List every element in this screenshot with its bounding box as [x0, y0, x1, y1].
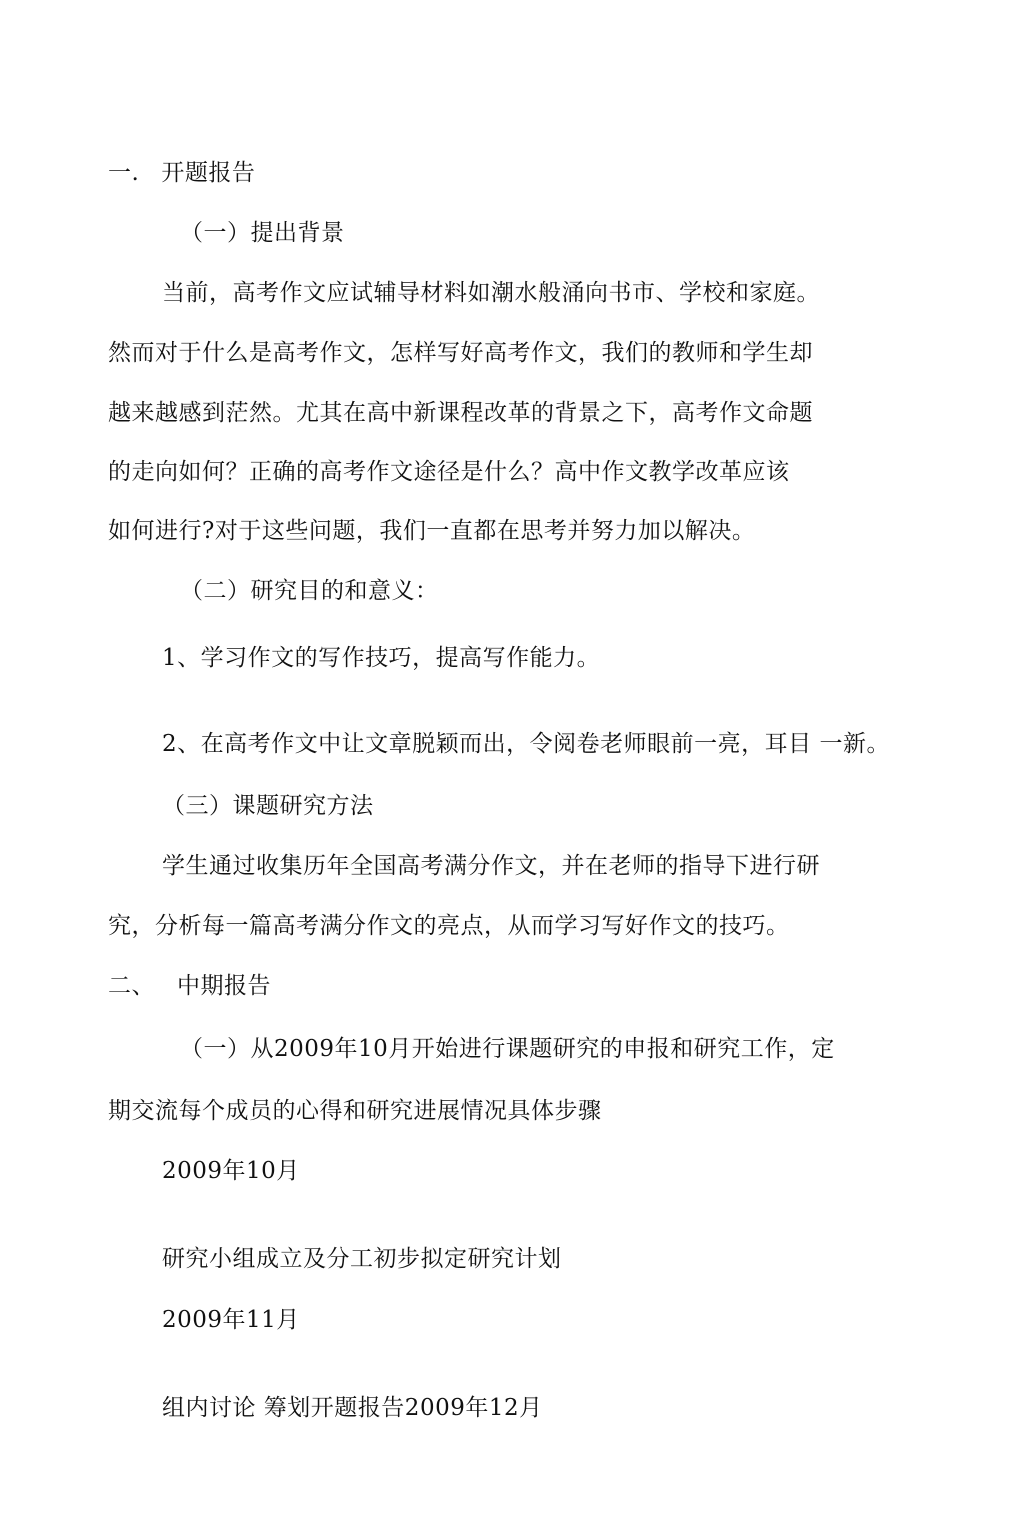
list-item-1: 1、学习作文的写作技巧，提高写作能力。 — [162, 645, 601, 671]
paragraph-line: 的走向如何？正确的高考作文途径是什么？高中作文教学改革应该 — [108, 459, 790, 485]
subheading-background: （一）提出背景 — [180, 220, 345, 246]
subheading-method: （三）课题研究方法 — [162, 793, 374, 819]
paragraph-line: 如何进行?对于这些问题，我们一直都在思考并努力加以解决。 — [108, 518, 756, 544]
section2-heading — [108, 971, 271, 1001]
paragraph-line: 当前，高考作文应试辅导材料如潮水般涌向书市、学校和家庭。 — [162, 280, 820, 306]
subheading-purpose: （二）研究目的和意义： — [180, 578, 439, 604]
section2-heading-text: 中期报告 — [177, 973, 271, 999]
paragraph-line: （一）从2009年10月开始进行课题研究的申报和研究工作，定 — [180, 1036, 835, 1062]
schedule-date: 2009年11月 — [162, 1307, 300, 1333]
section2-heading-number: 二、 — [108, 973, 155, 999]
schedule-task: 组内讨论 筹划开题报告2009年12月 — [162, 1395, 543, 1421]
paragraph-line: 越来越感到茫然。尤其在高中新课程改革的背景之下，高考作文命题 — [108, 400, 813, 426]
schedule-task: 研究小组成立及分工初步拟定研究计划 — [162, 1246, 562, 1272]
paragraph-line: 期交流每个成员的心得和研究进展情况具体步骤 — [108, 1098, 602, 1124]
paragraph-line: 学生通过收集历年全国高考满分作文，并在老师的指导下进行研 — [162, 853, 820, 879]
paragraph-line: 究，分析每一篇高考满分作文的亮点，从而学习写好作文的技巧。 — [108, 913, 790, 939]
paragraph-line: 然而对于什么是高考作文，怎样写好高考作文，我们的教师和学生却 — [108, 340, 813, 366]
list-item-2: 2、在高考作文中让文章脱颖而出，令阅卷老师眼前一亮，耳目 一新。 — [162, 731, 890, 757]
section1-heading-text: 开题报告 — [161, 160, 256, 186]
schedule-date: 2009年10月 — [162, 1158, 300, 1184]
section1-heading — [108, 158, 255, 188]
section1-heading-number: 一. — [108, 160, 140, 186]
